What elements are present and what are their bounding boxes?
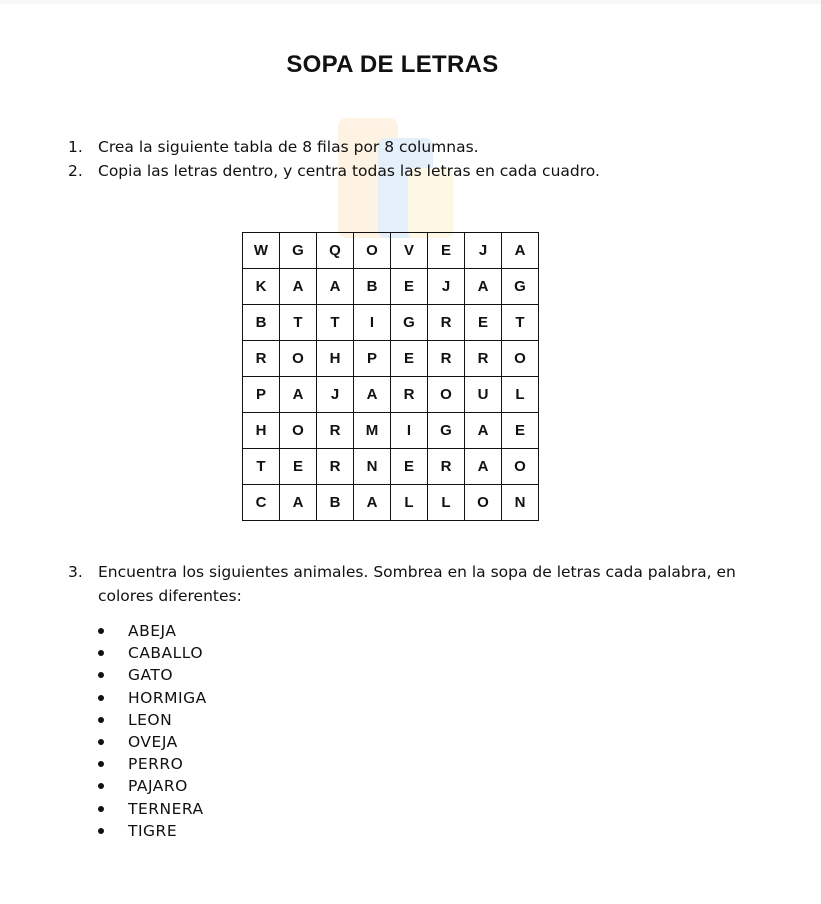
grid-cell: B xyxy=(243,305,280,341)
grid-cell: H xyxy=(317,341,354,377)
grid-cell: O xyxy=(280,341,317,377)
animal-name: HORMIGA xyxy=(128,688,207,707)
grid-cell: O xyxy=(502,341,539,377)
grid-cell: A xyxy=(465,449,502,485)
animal-name: PAJARO xyxy=(128,777,188,796)
animal-name: OVEJA xyxy=(128,732,178,751)
instruction-number: 3. xyxy=(68,563,83,581)
grid-cell: O xyxy=(354,233,391,269)
page-title: SOPA DE LETRAS xyxy=(286,51,499,78)
grid-cell: W xyxy=(243,233,280,269)
animal-name: GATO xyxy=(128,666,174,685)
grid-cell: J xyxy=(465,233,502,269)
grid-row xyxy=(243,233,539,269)
grid-cell: T xyxy=(502,305,539,341)
grid-cell: O xyxy=(465,485,502,521)
grid-cell: E xyxy=(391,449,428,485)
bullet-icon xyxy=(98,739,104,745)
word-search-grid xyxy=(242,232,539,521)
animal-name: TERNERA xyxy=(128,799,204,818)
grid-cell: A xyxy=(317,269,354,305)
grid-cell: E xyxy=(391,269,428,305)
grid-cell: N xyxy=(502,485,539,521)
grid-row xyxy=(243,341,539,377)
grid-cell: J xyxy=(317,377,354,413)
grid-row xyxy=(243,449,539,485)
grid-cell: C xyxy=(243,485,280,521)
grid-cell: R xyxy=(428,341,465,377)
grid-cell: G xyxy=(391,305,428,341)
animal-name: TIGRE xyxy=(128,821,178,840)
grid-cell: E xyxy=(428,233,465,269)
grid-cell: R xyxy=(243,341,280,377)
grid-cell: A xyxy=(354,377,391,413)
grid-cell: A xyxy=(280,377,317,413)
grid-cell: K xyxy=(243,269,280,305)
grid-cell: A xyxy=(465,413,502,449)
grid-cell: R xyxy=(391,377,428,413)
grid-cell: I xyxy=(391,413,428,449)
instruction-number: 2. xyxy=(68,162,83,180)
grid-cell: A xyxy=(280,485,317,521)
grid-cell: G xyxy=(428,413,465,449)
bullet-icon xyxy=(98,717,104,723)
grid-cell: T xyxy=(317,305,354,341)
grid-cell: R xyxy=(428,449,465,485)
grid-cell: L xyxy=(502,377,539,413)
grid-cell: T xyxy=(243,449,280,485)
grid-cell: H xyxy=(243,413,280,449)
bullet-icon xyxy=(98,695,104,701)
top-edge xyxy=(0,0,821,4)
grid-cell: O xyxy=(280,413,317,449)
bullet-icon xyxy=(98,628,104,634)
bullet-icon xyxy=(98,672,104,678)
bullet-icon xyxy=(98,650,104,656)
grid-cell: A xyxy=(280,269,317,305)
grid-cell: R xyxy=(317,449,354,485)
grid-cell: I xyxy=(354,305,391,341)
grid-cell: Q xyxy=(317,233,354,269)
grid-cell: U xyxy=(465,377,502,413)
grid-cell: B xyxy=(317,485,354,521)
animal-name: LEON xyxy=(128,710,173,729)
grid-cell: G xyxy=(502,269,539,305)
bullet-icon xyxy=(98,783,104,789)
grid-cell: R xyxy=(317,413,354,449)
grid-row xyxy=(243,413,539,449)
grid-cell: A xyxy=(465,269,502,305)
bullet-icon xyxy=(98,761,104,767)
grid-cell: R xyxy=(465,341,502,377)
grid-cell: M xyxy=(354,413,391,449)
grid-cell: E xyxy=(280,449,317,485)
grid-cell: O xyxy=(502,449,539,485)
animal-name: PERRO xyxy=(128,755,184,774)
grid-cell: O xyxy=(428,377,465,413)
grid-cell: J xyxy=(428,269,465,305)
grid-cell: E xyxy=(465,305,502,341)
grid-row xyxy=(243,269,539,305)
grid-cell: E xyxy=(391,341,428,377)
grid-cell: L xyxy=(391,485,428,521)
grid-cell: P xyxy=(354,341,391,377)
grid-cell: G xyxy=(280,233,317,269)
grid-cell: B xyxy=(354,269,391,305)
grid-cell: A xyxy=(354,485,391,521)
grid-cell: A xyxy=(502,233,539,269)
grid-cell: T xyxy=(280,305,317,341)
grid-row xyxy=(243,485,539,521)
animal-name: ABEJA xyxy=(128,622,177,640)
grid-cell: P xyxy=(243,377,280,413)
grid-cell: E xyxy=(502,413,539,449)
animal-name: CABALLO xyxy=(128,644,204,663)
instruction-text: Encuentra los siguientes animales. Sombrea en la sopa de letras cada palabra, en colores diferentes: xyxy=(98,563,736,605)
bullet-icon xyxy=(98,806,104,812)
instruction-number: 1. xyxy=(68,138,83,156)
bullet-icon xyxy=(98,828,104,834)
instruction-text: Copia las letras dentro, y centra todas las letras en cada cuadro. xyxy=(98,162,600,180)
grid-cell: L xyxy=(428,485,465,521)
grid-cell: N xyxy=(354,449,391,485)
grid-cell: R xyxy=(428,305,465,341)
grid-row xyxy=(243,377,539,413)
grid-cell: V xyxy=(391,233,428,269)
instruction-text: Crea la siguiente tabla de 8 filas por 8 columnas. xyxy=(98,138,479,156)
grid-row xyxy=(243,305,539,341)
